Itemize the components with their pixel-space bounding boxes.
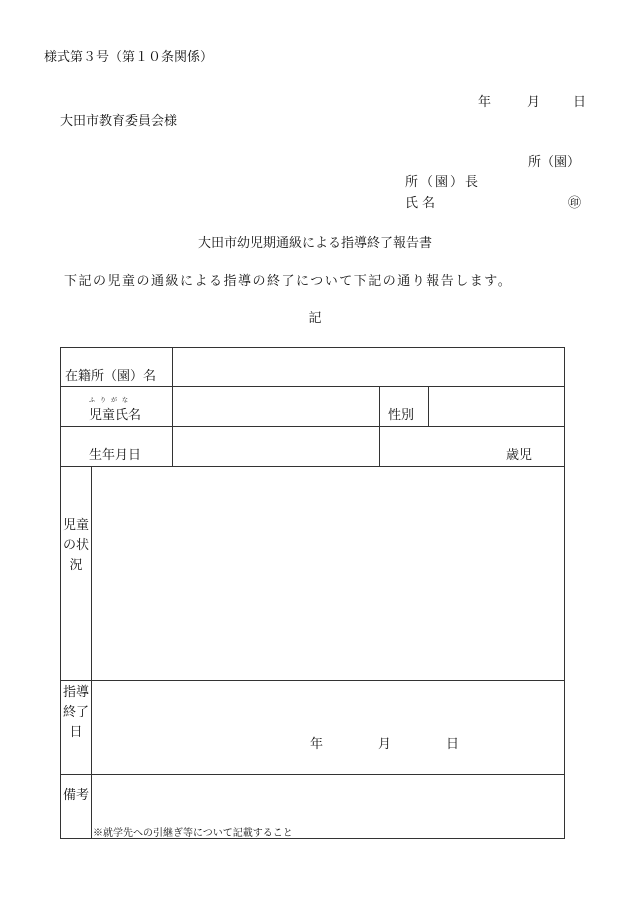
end-date-month: 月 [378,737,392,752]
ki-label: 記 [308,311,322,326]
row-divider [60,426,565,427]
seal-mark: ㊞ [568,196,582,211]
document-title: 大田市幼児期通級による指導終了報告書 [197,236,432,251]
remarks-label: 備考 [62,788,89,803]
name-label: 氏名 [405,196,440,211]
form-number: 様式第３号（第１０条関係） [44,50,214,65]
column-divider [379,386,380,466]
date-year-label: 年 [478,95,492,110]
column-divider [428,386,429,426]
intro-text: 下記の児童の通級による指導の終了について下記の通り報告します。 [64,274,513,289]
gender-label: 性別 [388,408,415,423]
end-date-label: 指導終了日 [62,685,89,740]
furigana-label: ふりがな [89,397,134,404]
facility-label: 所（園） [528,155,581,170]
remarks-note: ※就学先への引継ぎ等について記載すること [93,828,293,839]
row-divider [60,466,565,467]
end-date-day: 日 [446,737,460,752]
row-divider [60,386,565,387]
status-label: 児童の状況 [62,518,89,573]
end-date-year: 年 [310,737,324,752]
column-divider [91,466,92,839]
column-divider [172,347,173,466]
row-divider [60,680,565,681]
addressee: 大田市教育委員会様 [60,114,178,129]
date-month-label: 月 [527,95,541,110]
date-day-label: 日 [573,95,587,110]
row-divider [60,774,565,775]
birthdate-label: 生年月日 [89,448,142,463]
age-suffix: 歳児 [506,448,533,463]
head-label: 所（園）長 [405,175,481,190]
enrollment-label: 在籍所（園）名 [65,369,157,384]
child-name-label: 児童氏名 [89,408,142,423]
